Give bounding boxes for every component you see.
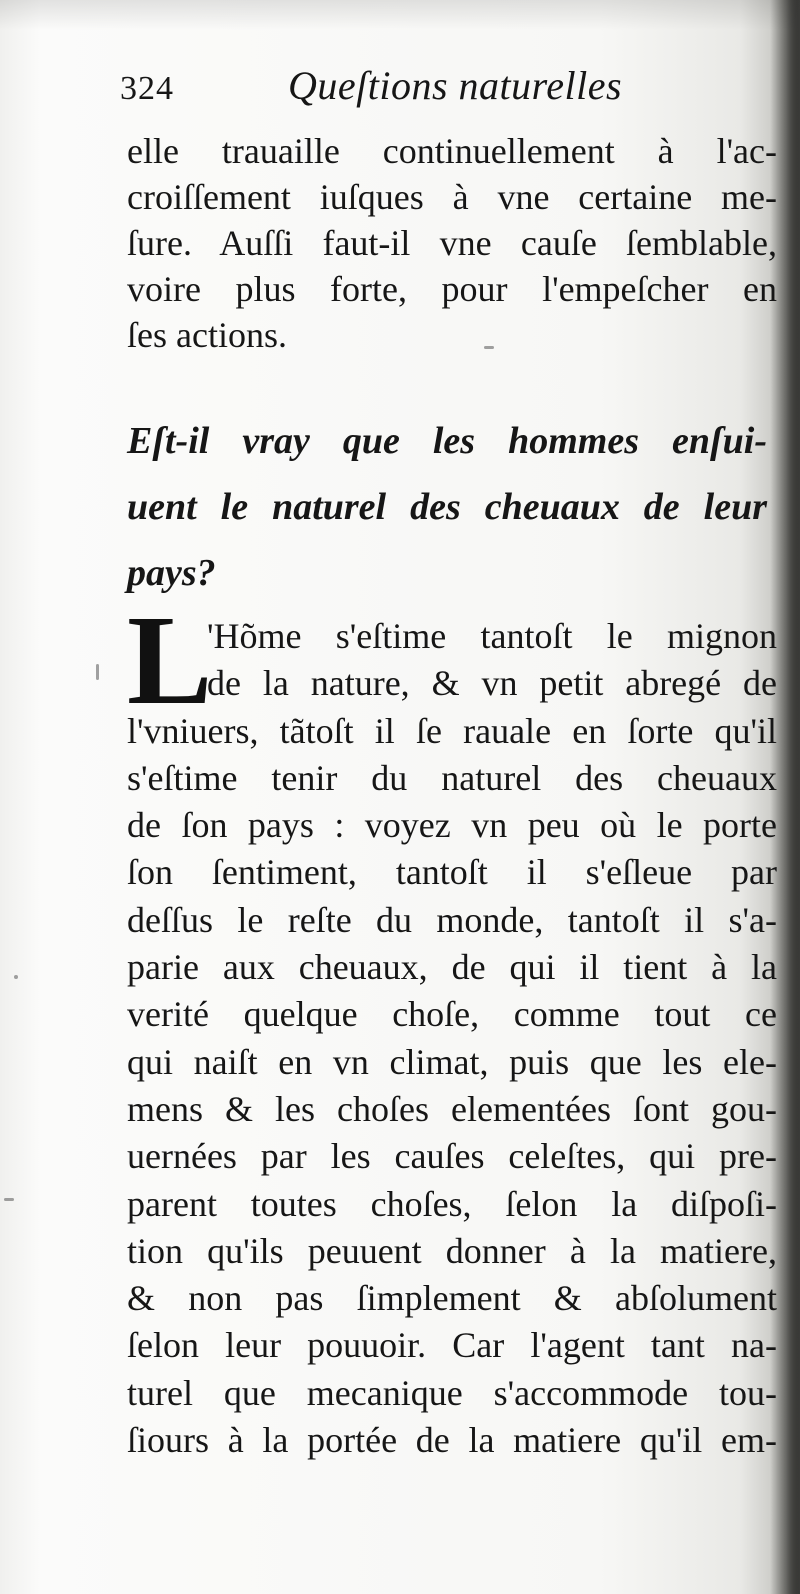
text-line: verité quelque choſe, comme tout ce <box>127 994 777 1035</box>
body-paragraph <box>127 613 777 1464</box>
text-line: turel que mecanique s'accommode tou- <box>127 1372 777 1413</box>
text-line: l'vniuers, tãtoſt il ſe rauale en ſorte qu'il <box>127 710 777 751</box>
heading-line: uent le naturel des cheuaux de leur <box>127 486 767 528</box>
text-line: 'Hõme s'eſtime tantoſt le mignon <box>207 616 777 656</box>
text-line: deſſus le reſte du monde, tantoſt il s'a- <box>127 899 777 940</box>
page-number: 324 <box>120 70 174 107</box>
text-line: & non pas ſimplement & abſolument <box>127 1278 777 1319</box>
top-paragraph <box>127 128 777 358</box>
text-line: elle trauaille continuellement à l'ac- <box>127 131 777 171</box>
text-line: voire plus forte, pour l'empeſcher en <box>127 269 777 309</box>
running-head <box>120 62 760 122</box>
text-line: croiſſement iuſques à vne certaine me- <box>127 177 777 217</box>
text-line: ſiours à la portée de la matiere qu'il em- <box>127 1420 777 1461</box>
section-heading-question <box>127 408 767 606</box>
drop-cap-letter: L <box>127 589 213 731</box>
text-line: parent toutes choſes, ſelon la diſpoſi- <box>127 1183 777 1224</box>
text-line: ſelon leur pouuoir. Car l'agent tant na- <box>127 1325 777 1366</box>
text-line: tion qu'ils peuuent donner à la matiere, <box>127 1230 777 1271</box>
text-line: parie aux cheuaux, de qui il tient à la <box>127 947 777 988</box>
text-line: de la nature, & vn petit abregé de <box>207 663 777 704</box>
text-line: mens & les choſes elementées ſont gou- <box>127 1088 777 1129</box>
text-line: s'eſtime tenir du naturel des cheuaux <box>127 757 777 798</box>
text-line: ſon ſentiment, tantoſt il s'eſleue par <box>127 852 777 893</box>
text-line: qui naiſt en vn climat, puis que les ele- <box>127 1041 777 1082</box>
running-title: Queſtions naturelles <box>288 63 623 108</box>
paper-speck <box>4 1198 14 1201</box>
heading-line: Eſt-il vray que les hommes enſui- <box>127 420 767 462</box>
page-gutter-shadow <box>786 0 800 1594</box>
paper-speck <box>484 346 494 349</box>
page-top-shadow <box>0 0 800 30</box>
heading-line: pays? <box>127 552 216 594</box>
text-line: ſes actions. <box>127 315 287 355</box>
text-line: de ſon pays : voyez vn peu où le porte <box>127 805 777 846</box>
paper-speck <box>96 664 99 680</box>
text-line: uernées par les cauſes celeſtes, qui pre- <box>127 1136 777 1177</box>
text-line: ſure. Auſſi faut-il vne cauſe ſemblable, <box>127 223 777 263</box>
paper-speck <box>14 975 18 979</box>
